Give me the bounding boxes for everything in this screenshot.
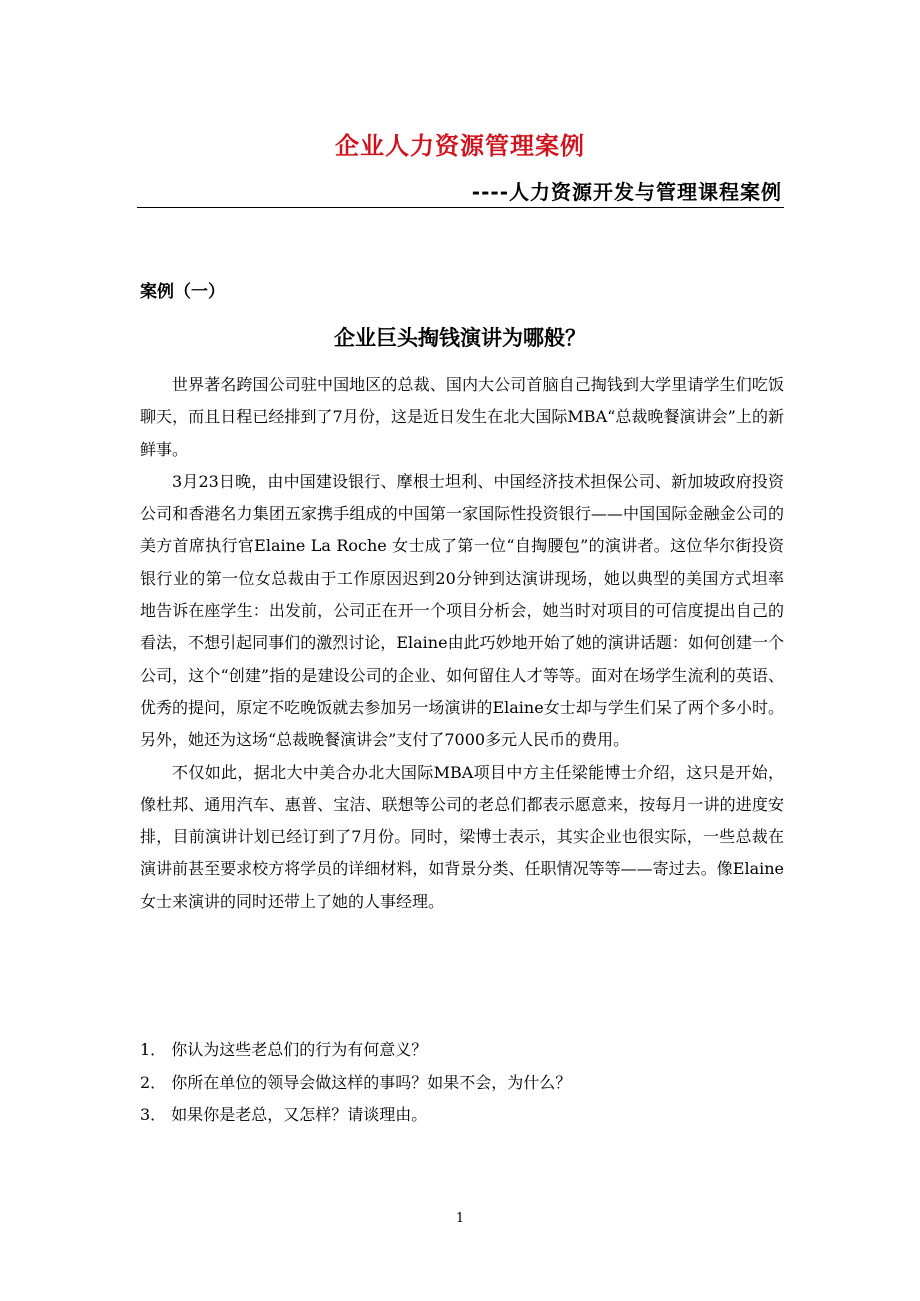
document-subtitle: ----人力资源开发与管理课程案例 [471, 180, 782, 204]
document-title: 企业人力资源管理案例 [335, 132, 585, 160]
case-body [140, 369, 784, 918]
question-item: 1． 你认为这些老总们的行为有何意义？ [140, 1040, 428, 1059]
case-label: 案例（一） [140, 282, 225, 302]
header-divider [137, 207, 784, 208]
page-number: 1 [455, 1211, 465, 1226]
discussion-questions [140, 1034, 784, 1132]
question-item: 3． 如果你是老总，又怎样？请谈理由。 [140, 1105, 428, 1124]
case-title: 企业巨头掏钱演讲为哪般？ [334, 326, 586, 350]
paragraph: 不仅如此，据北大中美合办北大国际MBA项目中方主任梁能博士介绍，这只是开始，像杜邦、通用汽车、惠普、宝洁、联想等公司的老总们都表示愿意来，按每月一讲的进度安排，目前演讲计划已经订到了7月份。同时，梁博士表示，其实企业也很实际，一些总裁在演讲前甚至要求校方将学员的详细材料，如背景分类、任职情况等等——寄过去。像Elaine女士来演讲的同时还带上了她的人事经理。 [140, 762, 784, 911]
question-item: 2． 你所在单位的领导会做这样的事吗？如果不会，为什么？ [140, 1072, 572, 1092]
paragraph: 世界著名跨国公司驻中国地区的总裁、国内大公司首脑自己掏钱到大学里请学生们吃饭聊天，而且日程已经排到了7月份，这是近日发生在北大国际MBA“总裁晚餐演讲会”上的新鲜事。 [140, 375, 784, 459]
paragraph: 3月23日晚，由中国建设银行、摩根士坦利、中国经济技术担保公司、新加坡政府投资公司和香港名力集团五家携手组成的中国第一家国际性投资银行——中国国际金融金公司的美方首席执行官Elaine La Roche 女士成了第一位“自掏腰包”的演讲者。这位华尔街投资银行业的第一位女总裁由于工作原因迟到20分钟到达演讲现场，她以典型的美国方式坦率地告诉在座学生：出发前，公司正在开一个项目分析会，她当时对项目的可信度提出自己的看法，不想引起同事们的激烈讨论，Elaine由此巧妙地开始了她的演讲话题：如何创建一个公司，这个“创建”指的是建设公司的企业、如何留住人才等等。面对在场学生流利的英语、优秀的提问，原定不吃晚饭就去参加另一场演讲的Elaine女士却与学生们呆了两个多小时。另外，她还为这场“总裁晚餐演讲会”支付了7000多元人民币的费用。 [140, 471, 784, 750]
